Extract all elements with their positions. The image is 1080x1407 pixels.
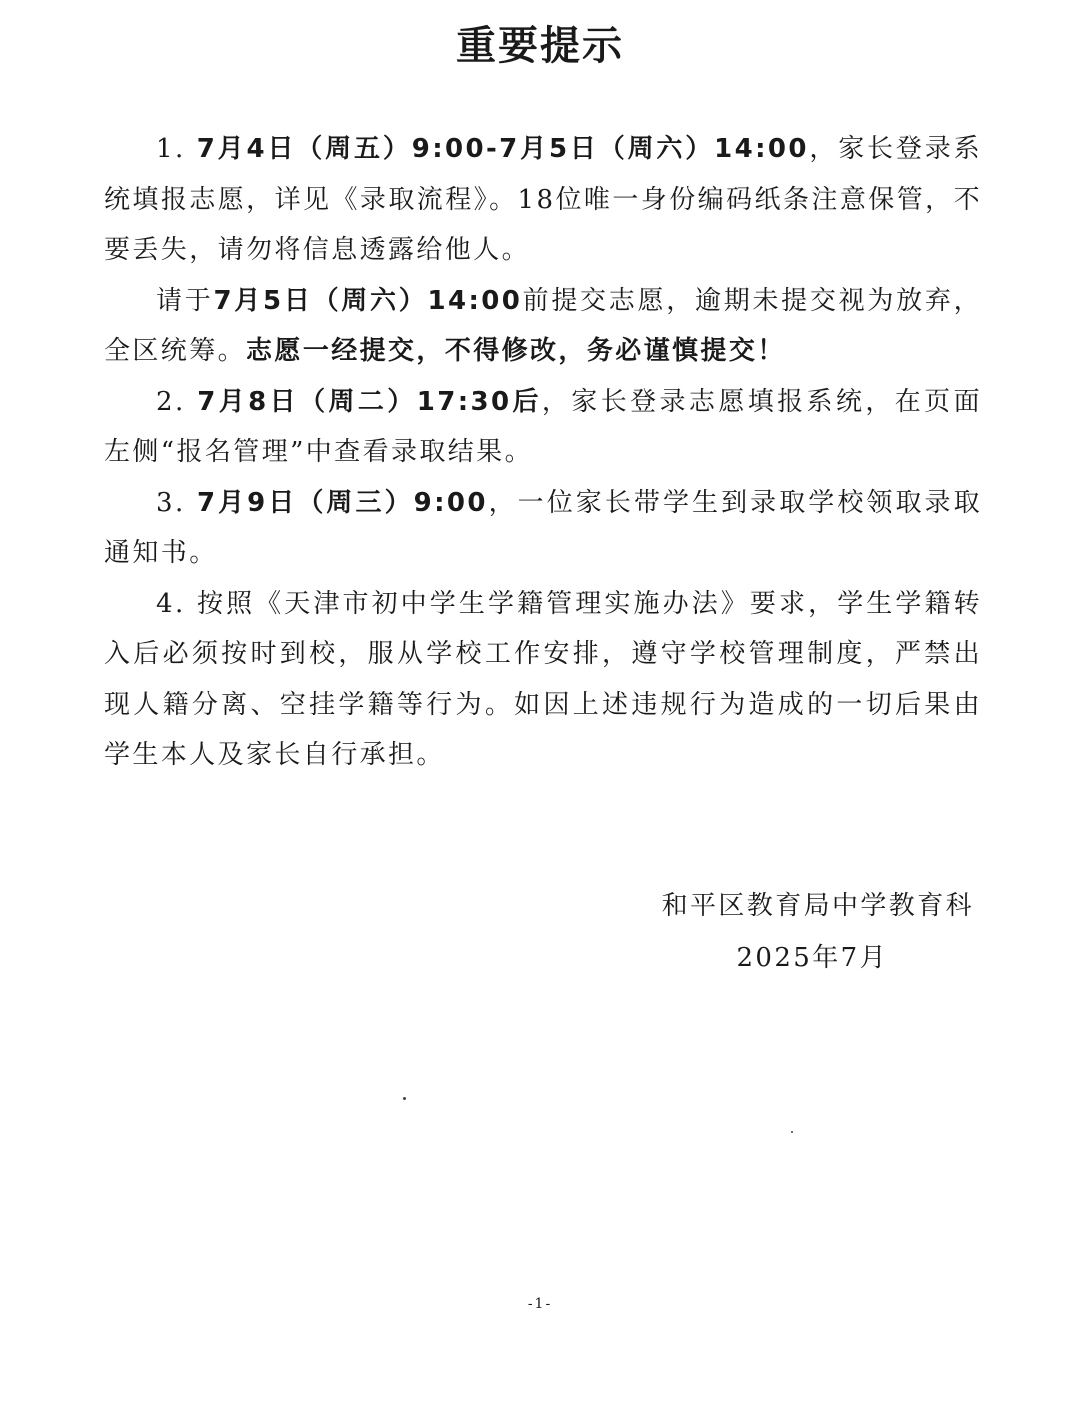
signature-organization: 和平区教育局中学教育科 xyxy=(661,891,974,921)
deadline-lead: 请于 xyxy=(156,285,214,316)
notice-item-1-deadline xyxy=(104,276,982,377)
item-1-lead: 1. xyxy=(156,134,197,164)
item-2-time: 7月8日（周二）17:30后 xyxy=(197,386,542,417)
item-2-lead: 2. xyxy=(156,386,198,417)
notice-item-4 xyxy=(104,579,982,781)
item-4-text: 4. 按照《天津市初中学生学籍管理实施办法》要求，学生学籍转入后必须按时到校，服从学校工作安排，遵守学校管理制度，严禁出现人籍分离、空挂学籍等行为。如因上述违规行为造成的一切后果由学生本人及家长自行承担。 xyxy=(104,588,982,770)
item-3-text: ，一位家长带学生到录取学校领取录取通知书。 xyxy=(104,487,982,568)
notice-item-3 xyxy=(104,478,982,579)
item-1-time: 7月4日（周五）9:00-7月5日（周六）14:00 xyxy=(196,134,809,164)
notice-item-2 xyxy=(104,377,982,478)
deadline-text: 前提交志愿，逾期未提交视为放弃，全区统筹。 xyxy=(104,285,982,366)
page-number: -1- xyxy=(527,1296,553,1312)
deadline-time: 7月5日（周六）14:00 xyxy=(213,285,523,316)
scan-speck xyxy=(403,1097,406,1100)
notice-body xyxy=(104,124,982,781)
signature-block xyxy=(600,880,980,984)
item-3-time: 7月9日（周三）9:00 xyxy=(196,487,488,518)
scan-speck xyxy=(791,1131,793,1133)
deadline-warning: 志愿一经提交，不得修改，务必谨慎提交！ xyxy=(246,336,786,366)
item-2-text: ，家长登录志愿填报系统，在页面左侧“报名管理”中查看录取结果。 xyxy=(104,386,982,467)
item-1-text: ，家长登录系统填报志愿，详见《录取流程》。18位唯一身份编码纸条注意保管，不要丢失，请勿将信息透露给他人。 xyxy=(104,134,982,265)
signature-date: 2025年7月 xyxy=(736,943,888,973)
notice-item-1 xyxy=(104,124,982,276)
document-title: 重要提示 xyxy=(456,23,624,69)
item-3-lead: 3. xyxy=(156,487,197,518)
